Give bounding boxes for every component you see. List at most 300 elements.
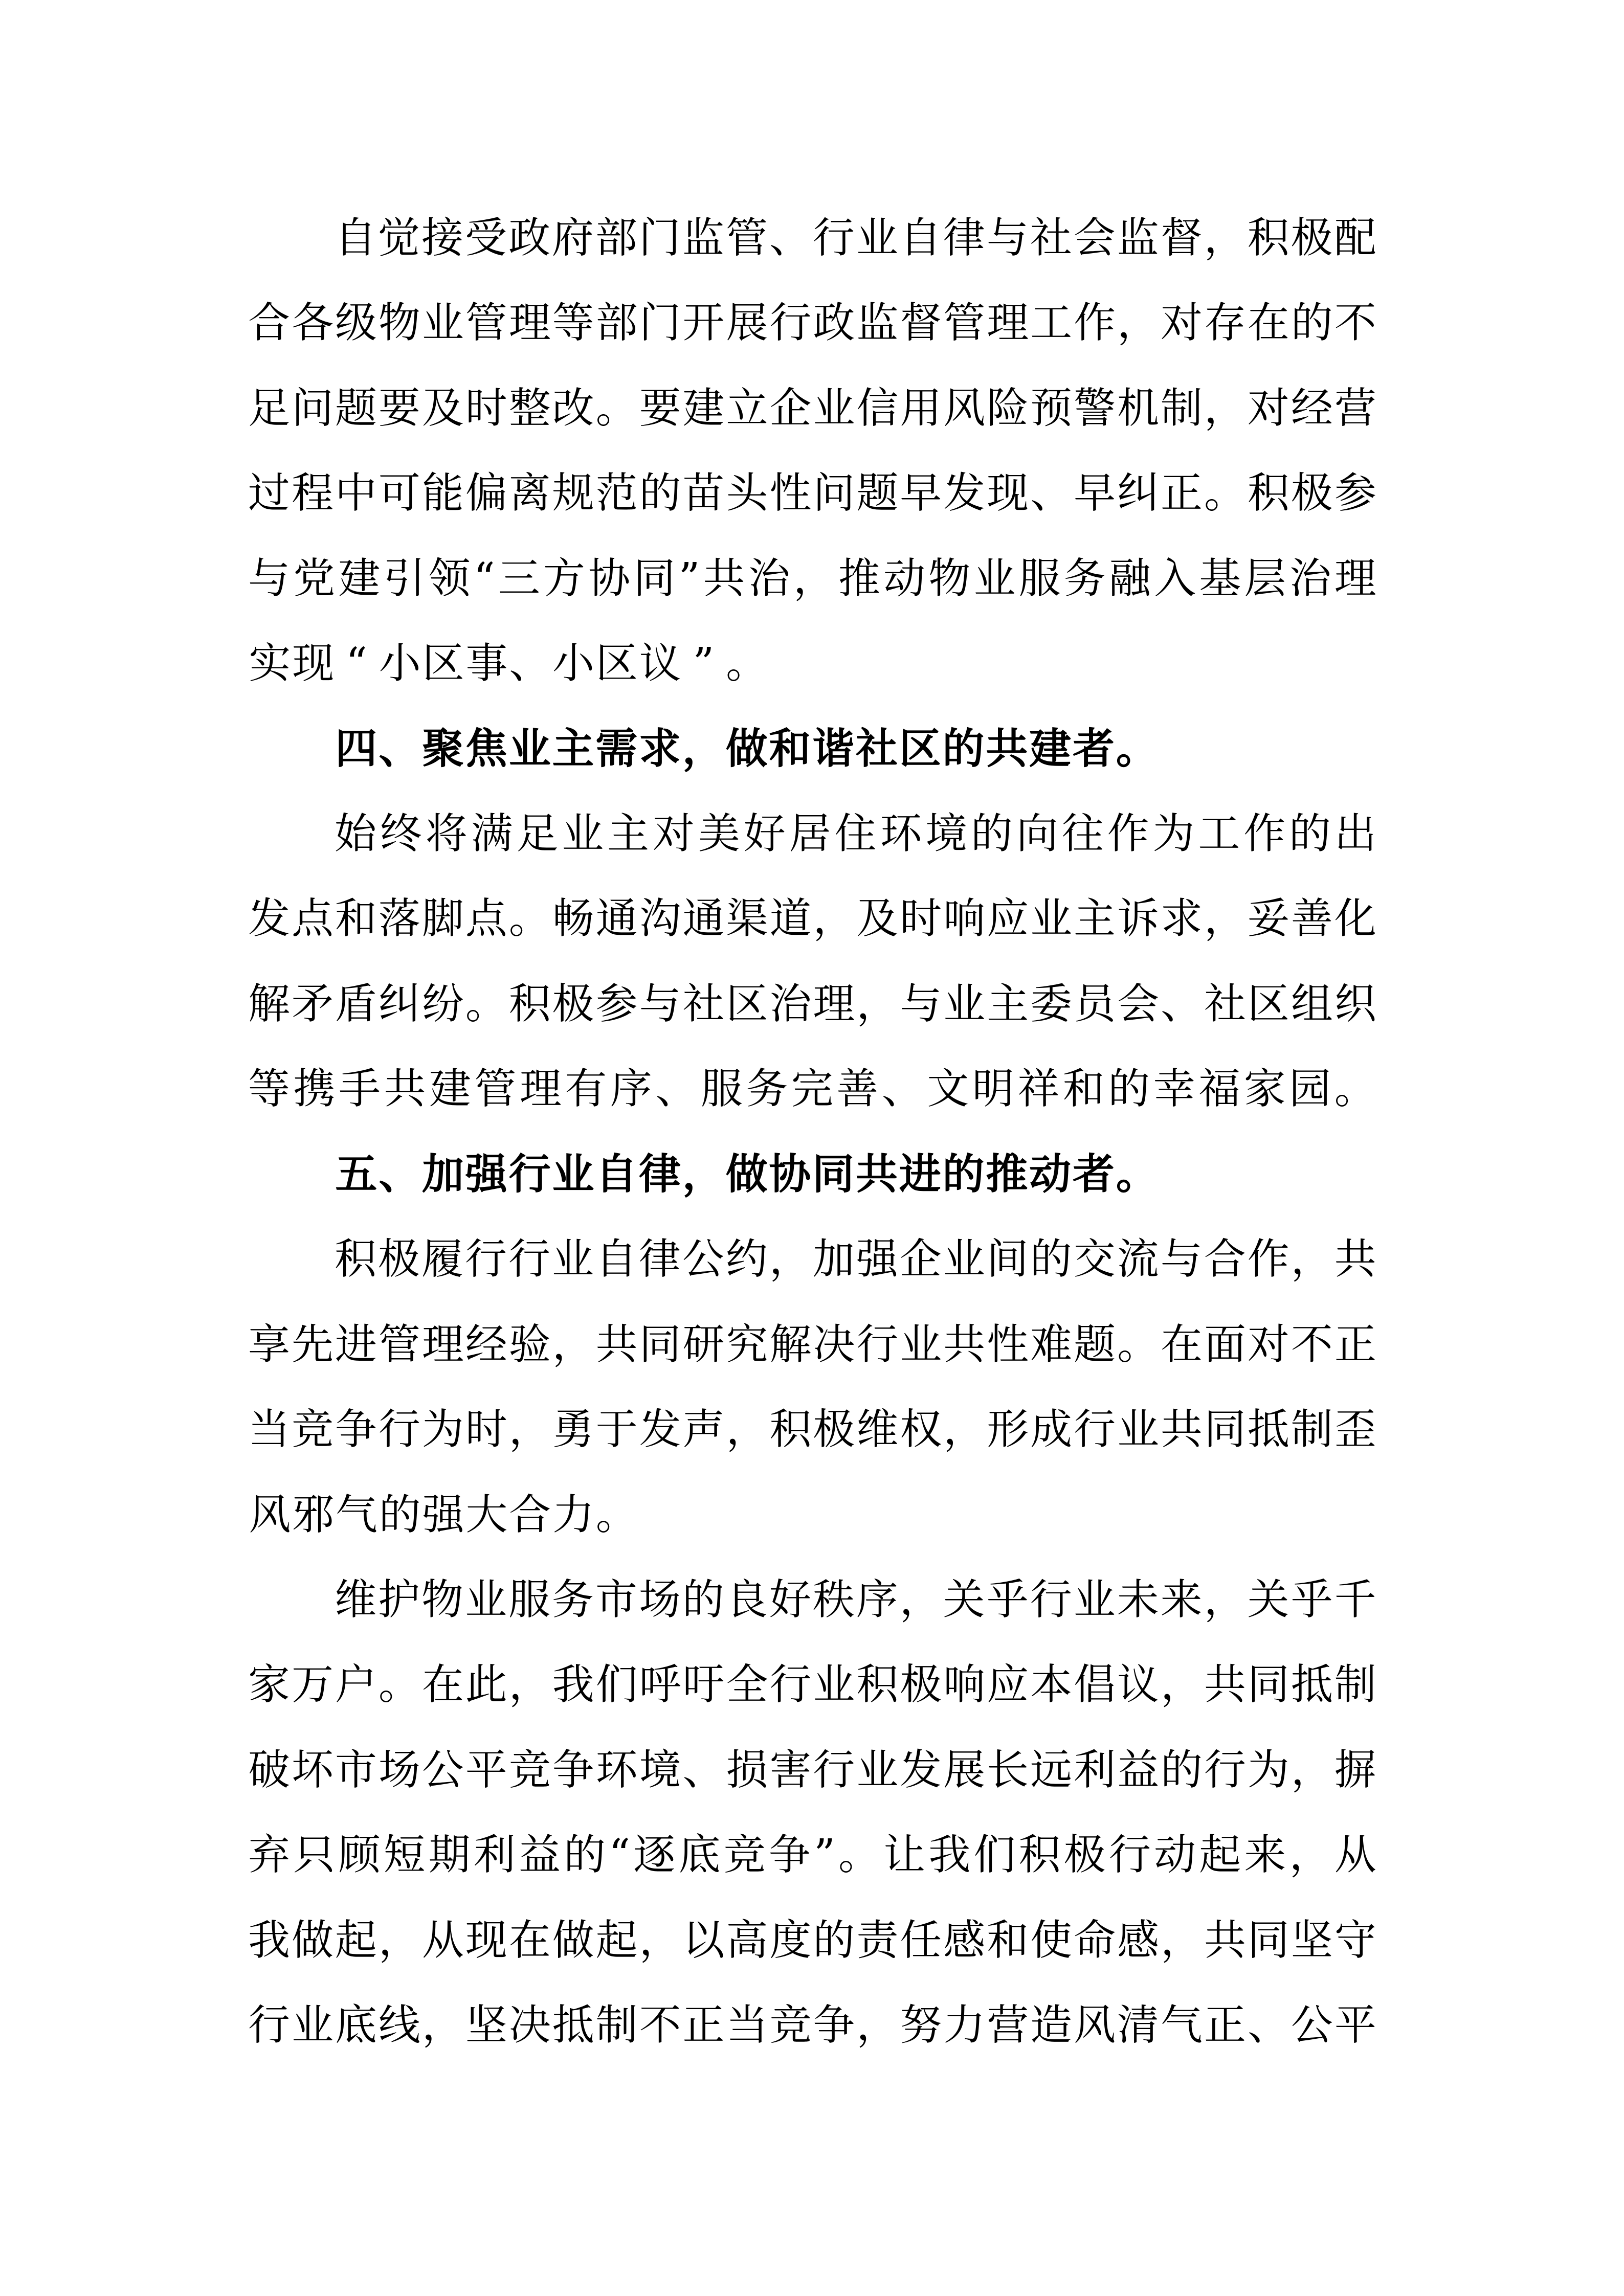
glyph: 理 xyxy=(421,1320,464,1369)
glyph: 歪 xyxy=(1334,1405,1376,1454)
glyph: 争 xyxy=(335,1405,377,1454)
glyph: 入 xyxy=(1154,554,1196,603)
glyph: 推 xyxy=(838,554,881,603)
glyph: 门 xyxy=(638,214,681,262)
glyph: 做 xyxy=(291,1916,333,1965)
glyph: 物 xyxy=(378,299,420,347)
glyph: 行 xyxy=(813,1746,855,1794)
glyph: ， xyxy=(856,2001,899,2050)
glyph: 、 xyxy=(881,1065,924,1113)
glyph: 等 xyxy=(248,1065,291,1113)
glyph: 维 xyxy=(335,1575,377,1624)
glyph: 作 xyxy=(1247,1235,1289,1284)
glyph: 从 xyxy=(1334,1831,1376,1879)
glyph: 境 xyxy=(925,809,968,858)
glyph: 共 xyxy=(703,554,745,603)
glyph: 。 xyxy=(378,1660,420,1709)
glyph: 开 xyxy=(682,299,725,347)
paragraph-line xyxy=(248,536,1376,621)
glyph: 行 xyxy=(1108,1831,1151,1879)
glyph: 顾 xyxy=(338,1831,381,1879)
glyph: 积 xyxy=(1018,1831,1061,1879)
glyph: ， xyxy=(1161,1660,1203,1709)
glyph: 乎 xyxy=(986,1575,1029,1624)
glyph: 、 xyxy=(509,639,551,688)
glyph: 融 xyxy=(1108,554,1151,603)
glyph: 预 xyxy=(1030,384,1073,433)
glyph: 级 xyxy=(335,299,377,347)
glyph: 同 xyxy=(633,554,676,603)
glyph: 需 xyxy=(595,725,638,773)
glyph: 强 xyxy=(856,1235,898,1284)
glyph: 万 xyxy=(291,1660,333,1709)
glyph: 动 xyxy=(1029,1150,1072,1199)
glyph: 们 xyxy=(973,1831,1016,1879)
glyph: 良 xyxy=(725,1575,768,1624)
glyph: 风 xyxy=(1074,2001,1116,2050)
glyph: 营 xyxy=(987,2001,1029,2050)
glyph: 千 xyxy=(1334,1575,1376,1624)
glyph: 业 xyxy=(973,554,1016,603)
glyph: ， xyxy=(856,980,899,1028)
paragraph-line xyxy=(248,1302,1376,1387)
glyph: 公 xyxy=(421,1746,464,1794)
glyph: 业 xyxy=(813,1660,855,1709)
glyph: 风 xyxy=(943,384,986,433)
glyph: 户 xyxy=(335,1660,377,1709)
glyph: 公 xyxy=(682,1235,724,1284)
glyph: 中 xyxy=(335,469,377,517)
glyph: 业 xyxy=(1030,894,1073,943)
glyph: 制 xyxy=(1161,384,1203,433)
glyph: 、 xyxy=(379,1150,421,1199)
paragraph-line xyxy=(248,1813,1376,1898)
glyph: 渠 xyxy=(726,894,768,943)
glyph: 极 xyxy=(813,1405,855,1454)
glyph: 加 xyxy=(812,1235,855,1284)
glyph: 社 xyxy=(1204,980,1246,1028)
glyph: 谐 xyxy=(812,725,855,773)
glyph: 来 xyxy=(1244,1831,1286,1879)
glyph: 建 xyxy=(1029,725,1072,773)
glyph: 头 xyxy=(726,469,768,517)
glyph: 对 xyxy=(1247,1320,1289,1369)
glyph: 解 xyxy=(248,980,291,1028)
glyph: 脚 xyxy=(421,894,464,943)
glyph: 业 xyxy=(464,1575,507,1624)
glyph: 未 xyxy=(1117,1575,1159,1624)
glyph: 高 xyxy=(726,1916,768,1965)
glyph: 造 xyxy=(1030,2001,1073,2050)
glyph: 区 xyxy=(726,980,768,1028)
glyph: ， xyxy=(1161,1916,1203,1965)
glyph: 发 xyxy=(943,469,986,517)
glyph: 三 xyxy=(498,554,540,603)
glyph: 社 xyxy=(1030,214,1072,262)
glyph: 与 xyxy=(1160,1235,1203,1284)
glyph: 时 xyxy=(465,1405,507,1454)
glyph: 小 xyxy=(552,639,594,688)
glyph: 、 xyxy=(1030,469,1073,517)
glyph: 不 xyxy=(639,2001,681,2050)
glyph: 会 xyxy=(1073,214,1116,262)
glyph: ， xyxy=(682,1150,724,1199)
glyph: 主 xyxy=(987,980,1029,1028)
glyph: 机 xyxy=(1117,384,1160,433)
glyph: 约 xyxy=(725,1235,768,1284)
glyph: 要 xyxy=(639,384,681,433)
glyph: 接 xyxy=(421,214,463,262)
glyph: 理 xyxy=(508,299,551,347)
glyph: 场 xyxy=(378,1746,420,1794)
glyph: 者 xyxy=(1072,1150,1115,1199)
glyph: 形 xyxy=(987,1405,1029,1454)
glyph: 立 xyxy=(726,384,768,433)
glyph: 期 xyxy=(428,1831,471,1879)
glyph: 气 xyxy=(335,1491,377,1539)
glyph: 主 xyxy=(1074,894,1116,943)
glyph: 层 xyxy=(1244,554,1286,603)
glyph: 社 xyxy=(682,980,725,1028)
paragraph-line xyxy=(248,1728,1376,1813)
glyph: 、 xyxy=(1161,980,1203,1028)
glyph: 社 xyxy=(855,725,898,773)
glyph: 清 xyxy=(1117,2001,1160,2050)
glyph: 积 xyxy=(335,1235,377,1284)
glyph: 配 xyxy=(1334,214,1376,262)
glyph: 和 xyxy=(1062,1065,1105,1113)
glyph: 引 xyxy=(383,554,426,603)
glyph: 会 xyxy=(1117,980,1160,1028)
glyph: 信 xyxy=(856,384,899,433)
glyph: 业 xyxy=(1117,1405,1160,1454)
glyph: 行 xyxy=(769,1660,812,1709)
glyph: 业 xyxy=(943,1235,985,1284)
glyph: ， xyxy=(552,1320,594,1369)
glyph: 早 xyxy=(1074,469,1116,517)
glyph: 区 xyxy=(595,639,638,688)
glyph: ， xyxy=(508,1405,551,1454)
glyph: 环 xyxy=(880,809,922,858)
glyph: 部 xyxy=(595,214,637,262)
glyph: 权 xyxy=(900,1405,942,1454)
paragraph-line xyxy=(335,196,1376,281)
section-heading-5 xyxy=(335,1132,1376,1217)
glyph: 抵 xyxy=(552,2001,594,2050)
glyph: 当 xyxy=(726,2001,768,2050)
glyph: 用 xyxy=(900,384,942,433)
glyph: 发 xyxy=(639,1405,681,1454)
glyph: 起 xyxy=(335,1916,377,1965)
glyph: 维 xyxy=(856,1405,899,1454)
glyph: 要 xyxy=(378,384,420,433)
glyph: ， xyxy=(899,1575,942,1624)
glyph: 理 xyxy=(987,299,1029,347)
glyph: 同 xyxy=(639,1320,681,1369)
glyph: 苗 xyxy=(682,469,725,517)
glyph: 政 xyxy=(813,299,855,347)
glyph: 任 xyxy=(900,1916,942,1965)
glyph: 序 xyxy=(610,1065,652,1113)
glyph: 业 xyxy=(943,980,986,1028)
section-heading-4 xyxy=(335,707,1376,792)
glyph: 务 xyxy=(1063,554,1106,603)
glyph: 共 xyxy=(384,1065,426,1113)
glyph: 五 xyxy=(335,1150,377,1199)
glyph: 各 xyxy=(291,299,333,347)
glyph: 展 xyxy=(726,299,768,347)
glyph: 督 xyxy=(1160,214,1203,262)
paragraph-line xyxy=(248,451,1376,536)
glyph: 委 xyxy=(1030,980,1073,1028)
glyph: 让 xyxy=(883,1831,926,1879)
paragraph-line xyxy=(248,1473,1376,1558)
glyph: 管 xyxy=(943,299,986,347)
glyph: 好 xyxy=(743,809,786,858)
glyph: 应 xyxy=(987,894,1029,943)
glyph: 有 xyxy=(565,1065,607,1113)
glyph: 强 xyxy=(422,1491,464,1539)
glyph: 与 xyxy=(248,554,291,603)
glyph: 同 xyxy=(1247,1916,1289,1965)
paragraph-line xyxy=(248,1387,1376,1472)
glyph: 幸 xyxy=(1153,1065,1195,1113)
glyph: 我 xyxy=(248,1916,291,1965)
glyph: 早 xyxy=(900,469,942,517)
glyph: 通 xyxy=(682,894,725,943)
glyph: 同 xyxy=(1247,1660,1289,1709)
glyph: 往 xyxy=(1061,809,1104,858)
glyph: ， xyxy=(1117,299,1160,347)
glyph: 觉 xyxy=(377,214,420,262)
glyph: 主 xyxy=(552,725,594,773)
glyph: 的 xyxy=(1161,1746,1203,1794)
glyph: 督 xyxy=(900,299,942,347)
glyph: 共 xyxy=(1334,1235,1376,1284)
glyph: 作 xyxy=(1107,809,1149,858)
glyph: 竞 xyxy=(508,1746,551,1794)
glyph: 秩 xyxy=(812,1575,855,1624)
glyph: 过 xyxy=(248,469,291,517)
glyph: 道 xyxy=(769,894,812,943)
glyph: 极 xyxy=(900,1660,942,1709)
glyph: 极 xyxy=(1291,214,1333,262)
glyph: 抵 xyxy=(1247,1405,1289,1454)
glyph: 始 xyxy=(335,809,377,858)
glyph: 问 xyxy=(813,469,855,517)
glyph: 我 xyxy=(928,1831,971,1879)
glyph: 理 xyxy=(813,980,855,1028)
glyph: 治 xyxy=(1289,554,1331,603)
glyph: 园 xyxy=(1289,1065,1331,1113)
glyph: 终 xyxy=(380,809,422,858)
glyph: 竞 xyxy=(723,1831,766,1879)
glyph: 决 xyxy=(813,1320,855,1369)
glyph: 从 xyxy=(421,1916,464,1965)
glyph: 、 xyxy=(769,214,811,262)
glyph: 自 xyxy=(899,214,942,262)
glyph: 律 xyxy=(638,1235,681,1284)
glyph: 平 xyxy=(465,1746,507,1794)
glyph: 完 xyxy=(791,1065,833,1113)
glyph: 者 xyxy=(1072,725,1115,773)
glyph: 序 xyxy=(856,1575,898,1624)
glyph: 现 xyxy=(292,639,335,688)
glyph: 住 xyxy=(834,809,877,858)
glyph: 、 xyxy=(655,1065,698,1113)
glyph: 携 xyxy=(293,1065,336,1113)
glyph: 发 xyxy=(900,1746,942,1794)
glyph: 积 xyxy=(1247,214,1289,262)
glyph: 主 xyxy=(607,809,650,858)
glyph: 福 xyxy=(1198,1065,1241,1113)
glyph: 境 xyxy=(639,1746,681,1794)
glyph: 推 xyxy=(986,1150,1028,1199)
glyph: 益 xyxy=(1117,1746,1160,1794)
glyph: 业 xyxy=(551,1235,594,1284)
glyph: 正 xyxy=(1161,469,1203,517)
glyph: 业 xyxy=(421,299,464,347)
glyph: 的 xyxy=(1108,1065,1150,1113)
glyph: 性 xyxy=(987,1320,1029,1369)
glyph: 的 xyxy=(1291,299,1333,347)
glyph: 区 xyxy=(1247,980,1289,1028)
glyph: 守 xyxy=(1334,1916,1376,1965)
glyph: 竞 xyxy=(769,2001,812,2050)
glyph: 及 xyxy=(856,894,899,943)
glyph: 小 xyxy=(379,639,421,688)
glyph: 同 xyxy=(1204,1405,1246,1454)
glyph: “ xyxy=(609,1831,631,1879)
glyph: 。 xyxy=(508,894,551,943)
glyph: 方 xyxy=(543,554,586,603)
glyph: 监 xyxy=(1117,214,1159,262)
glyph: 感 xyxy=(943,1916,986,1965)
glyph: 验 xyxy=(508,1320,551,1369)
glyph: 正 xyxy=(1334,1320,1376,1369)
glyph: 做 xyxy=(725,1150,768,1199)
glyph: 邪 xyxy=(292,1491,335,1539)
glyph: 业 xyxy=(291,2001,333,2050)
glyph: 监 xyxy=(856,299,899,347)
glyph: ， xyxy=(1291,1746,1333,1794)
glyph: 可 xyxy=(378,469,420,517)
glyph: 使 xyxy=(1030,1916,1073,1965)
glyph: 险 xyxy=(987,384,1029,433)
glyph: 先 xyxy=(291,1320,333,1369)
glyph: “ xyxy=(346,639,367,688)
glyph: 管 xyxy=(465,299,507,347)
glyph: 合 xyxy=(1204,1235,1246,1284)
glyph: 气 xyxy=(1161,2001,1203,2050)
glyph: 积 xyxy=(856,1660,899,1709)
glyph: 流 xyxy=(1117,1235,1159,1284)
paragraph-line xyxy=(248,281,1376,366)
glyph: 。 xyxy=(1334,1065,1376,1113)
glyph: 出 xyxy=(1334,809,1376,858)
glyph: 性 xyxy=(769,469,812,517)
glyph: 积 xyxy=(1247,469,1289,517)
glyph: 业 xyxy=(856,214,898,262)
glyph: 文 xyxy=(927,1065,969,1113)
glyph: 在 xyxy=(421,1660,464,1709)
glyph: 管 xyxy=(474,1065,517,1113)
glyph: 为 xyxy=(1152,809,1195,858)
glyph: 全 xyxy=(726,1660,768,1709)
glyph: 行 xyxy=(1204,1746,1246,1794)
glyph: 规 xyxy=(552,469,594,517)
glyph: 手 xyxy=(338,1065,381,1113)
glyph: 物 xyxy=(928,554,971,603)
glyph: 的 xyxy=(971,809,1013,858)
glyph: 起 xyxy=(1199,1831,1241,1879)
glyph: 我 xyxy=(552,1660,594,1709)
glyph: 在 xyxy=(1161,1320,1203,1369)
glyph: 对 xyxy=(1161,299,1203,347)
glyph: 行 xyxy=(248,2001,291,2050)
glyph: 纠 xyxy=(1117,469,1160,517)
glyph: 作 xyxy=(1074,299,1116,347)
paragraph-line xyxy=(335,1558,1376,1642)
glyph: 现 xyxy=(987,469,1029,517)
glyph: 坚 xyxy=(465,2001,507,2050)
glyph: 行 xyxy=(769,299,812,347)
glyph: 破 xyxy=(248,1746,291,1794)
glyph: 行 xyxy=(1074,1405,1116,1454)
glyph: 营 xyxy=(1334,384,1376,433)
glyph: 经 xyxy=(1291,384,1333,433)
glyph: 不 xyxy=(1334,299,1376,347)
paragraph-line xyxy=(248,366,1376,451)
paragraph-line xyxy=(248,1983,1376,2068)
glyph: ， xyxy=(1204,214,1246,262)
glyph: 物 xyxy=(421,1575,463,1624)
glyph: 行 xyxy=(508,1235,550,1284)
glyph: 落 xyxy=(378,894,420,943)
paragraph-line xyxy=(248,876,1376,961)
glyph: 坚 xyxy=(1291,1916,1333,1965)
glyph: 发 xyxy=(248,894,291,943)
glyph: 企 xyxy=(899,1235,942,1284)
glyph: 加 xyxy=(421,1150,464,1199)
glyph: 的 xyxy=(1030,1235,1072,1284)
glyph: 共 xyxy=(595,1320,638,1369)
glyph: 只 xyxy=(293,1831,336,1879)
glyph: 矛 xyxy=(291,980,333,1028)
glyph: 实 xyxy=(249,639,291,688)
paragraph-line xyxy=(248,1047,1376,1132)
paragraph-line xyxy=(335,1217,1376,1302)
glyph: 建 xyxy=(338,554,381,603)
glyph: 享 xyxy=(248,1320,291,1369)
glyph: 范 xyxy=(595,469,638,517)
glyph: “ xyxy=(473,554,495,603)
glyph: 改 xyxy=(552,384,594,433)
glyph: 区 xyxy=(899,725,941,773)
glyph: 律 xyxy=(638,1150,681,1199)
glyph: 责 xyxy=(856,1916,899,1965)
glyph: 逐 xyxy=(633,1831,676,1879)
glyph: 的 xyxy=(942,725,985,773)
glyph: 基 xyxy=(1199,554,1241,603)
glyph: 研 xyxy=(682,1320,725,1369)
glyph: 管 xyxy=(378,1320,420,1369)
glyph: 呼 xyxy=(639,1660,681,1709)
glyph: 自 xyxy=(595,1150,638,1199)
glyph: 务 xyxy=(551,1575,594,1624)
glyph: 部 xyxy=(595,299,638,347)
glyph: 与 xyxy=(986,214,1029,262)
